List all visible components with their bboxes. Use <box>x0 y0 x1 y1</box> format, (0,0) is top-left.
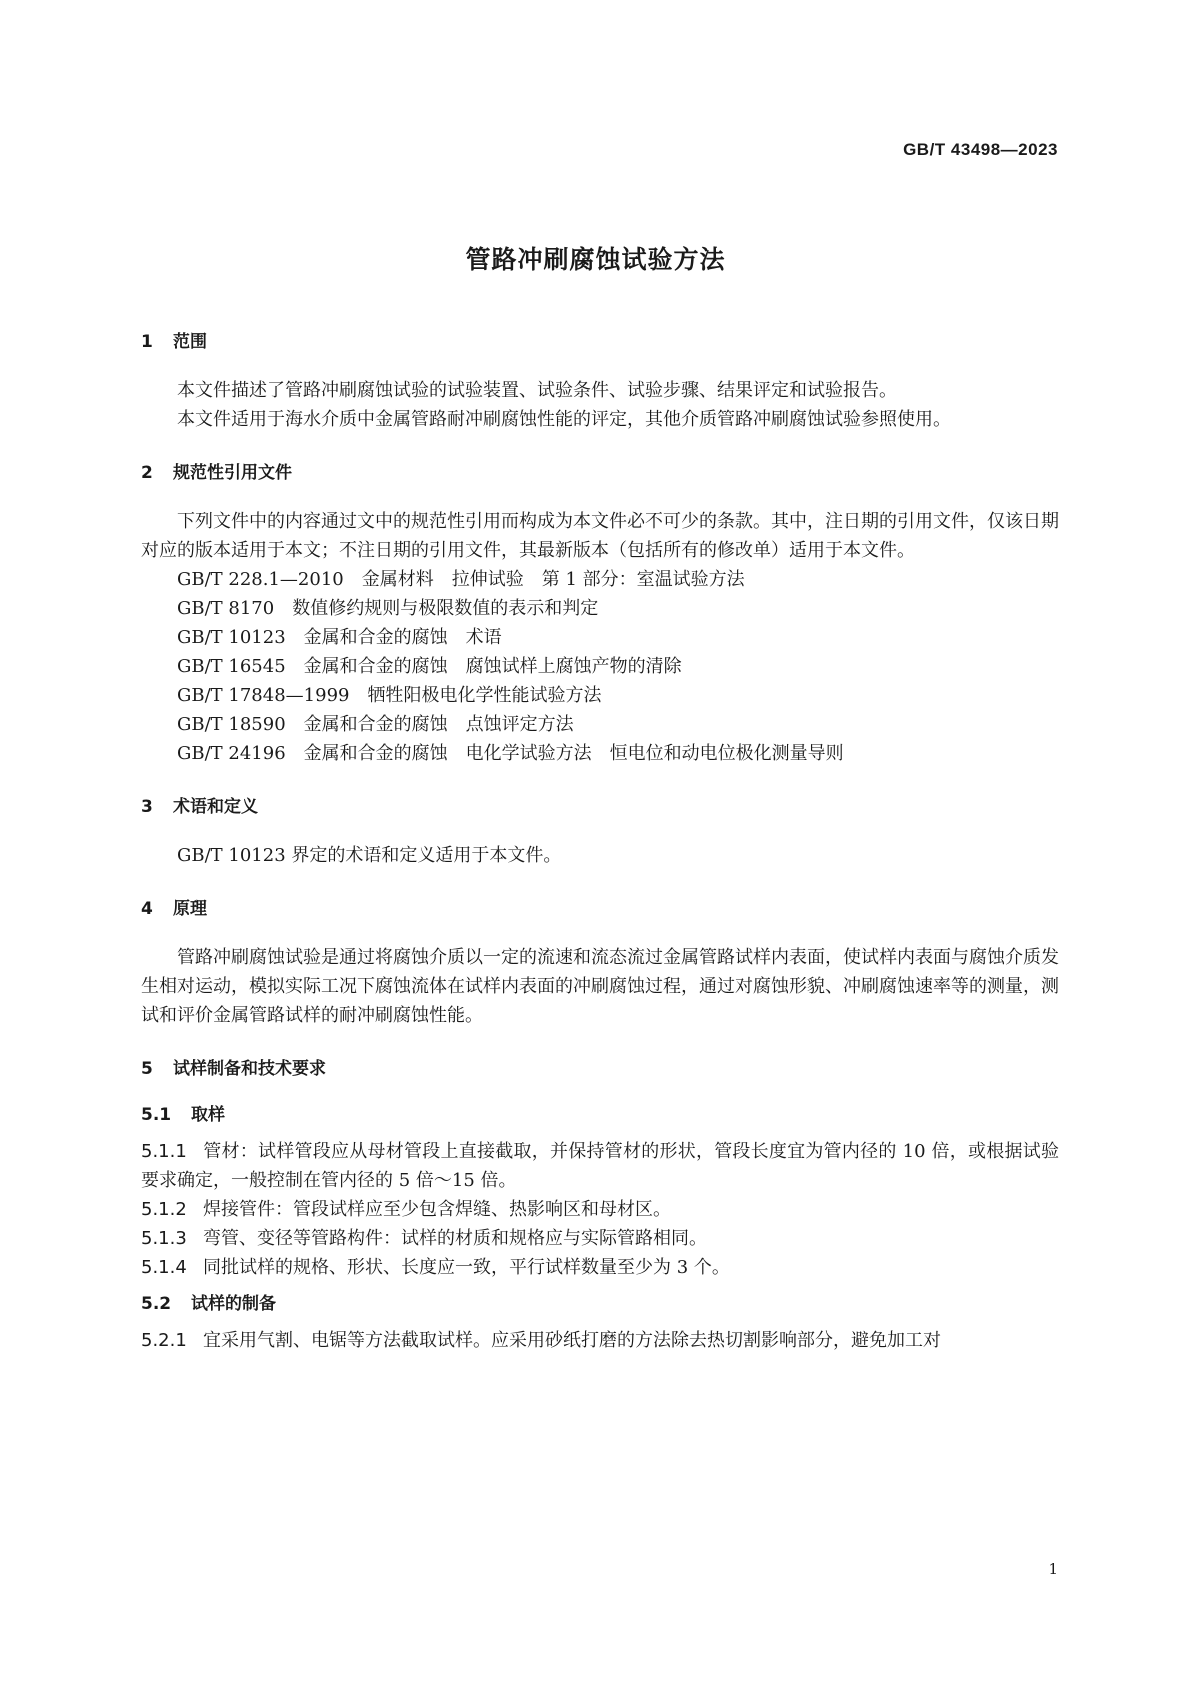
reference-item: GB/T 16545 金属和合金的腐蚀 腐蚀试样上腐蚀产物的清除 <box>177 656 682 677</box>
subsection-number: 5.1 <box>141 1105 172 1125</box>
standard-code: GB/T 43498—2023 <box>903 140 1058 159</box>
clause-item <box>141 1195 1059 1224</box>
clause-item <box>141 1253 1059 1282</box>
clause-number: 5.2.1 <box>141 1330 187 1351</box>
clause-number: 5.1.3 <box>141 1228 187 1249</box>
subsection-heading-5-2 <box>141 1292 1059 1316</box>
clause-text: 弯管、变径等管路构件：试样的材质和规格应与实际管路相同。 <box>203 1228 707 1249</box>
clause-item <box>141 1137 1059 1195</box>
section-number: 2 <box>141 463 153 483</box>
section-heading-3 <box>141 795 1059 819</box>
section-heading-5 <box>141 1057 1059 1081</box>
section-title: 范围 <box>173 332 207 352</box>
reference-item: GB/T 18590 金属和合金的腐蚀 点蚀评定方法 <box>177 714 574 735</box>
clause-text: 焊接管件：管段试样应至少包含焊缝、热影响区和母材区。 <box>203 1199 671 1220</box>
reference-item: GB/T 24196 金属和合金的腐蚀 电化学试验方法 恒电位和动电位极化测量导则 <box>177 743 844 764</box>
section-title: 试样制备和技术要求 <box>173 1059 326 1079</box>
section-heading-2 <box>141 461 1059 485</box>
clause-number: 5.1.2 <box>141 1199 187 1220</box>
section-title: 规范性引用文件 <box>173 463 292 483</box>
clause-item <box>141 1326 1059 1355</box>
clause-item <box>141 1224 1059 1253</box>
paragraph: GB/T 10123 界定的术语和定义适用于本文件。 <box>177 845 562 866</box>
section-heading-1 <box>141 330 1059 354</box>
reference-item: GB/T 17848—1999 牺牲阳极电化学性能试验方法 <box>177 685 602 706</box>
clause-number: 5.1.4 <box>141 1257 187 1278</box>
document-title: 管路冲刷腐蚀试验方法 <box>465 245 726 274</box>
section-number: 4 <box>141 899 153 919</box>
subsection-heading-5-1 <box>141 1103 1059 1127</box>
reference-item: GB/T 10123 金属和合金的腐蚀 术语 <box>177 627 502 648</box>
paragraph: 管路冲刷腐蚀试验是通过将腐蚀介质以一定的流速和流态流过金属管路试样内表面，使试样内表面与腐蚀介质发生相对运动，模拟实际工况下腐蚀流体在试样内表面的冲刷腐蚀过程，通过对腐蚀形貌、冲刷腐蚀速率等的测量，测试和评价金属管路试样的耐冲刷腐蚀性能。 <box>141 947 1059 1026</box>
paragraph: 下列文件中的内容通过文中的规范性引用而构成为本文件必不可少的条款。其中，注日期的引用文件，仅该日期对应的版本适用于本文；不注日期的引用文件，其最新版本（包括所有的修改单）适用于本文件。 <box>141 511 1059 561</box>
subsection-number: 5.2 <box>141 1294 172 1314</box>
subsection-title: 试样的制备 <box>191 1294 276 1314</box>
section-title: 原理 <box>173 899 207 919</box>
reference-item: GB/T 8170 数值修约规则与极限数值的表示和判定 <box>177 598 599 619</box>
paragraph: 本文件描述了管路冲刷腐蚀试验的试验装置、试验条件、试验步骤、结果评定和试验报告。 <box>177 380 897 401</box>
page-number: 1 <box>1048 1560 1058 1578</box>
section-number: 1 <box>141 332 153 352</box>
paragraph: 本文件适用于海水介质中金属管路耐冲刷腐蚀性能的评定，其他介质管路冲刷腐蚀试验参照使用。 <box>177 409 951 430</box>
reference-item: GB/T 228.1—2010 金属材料 拉伸试验 第 1 部分：室温试验方法 <box>177 569 745 590</box>
clause-text: 同批试样的规格、形状、长度应一致，平行试样数量至少为 3 个。 <box>203 1257 730 1278</box>
clause-number: 5.1.1 <box>141 1141 187 1162</box>
section-heading-4 <box>141 897 1059 921</box>
clause-text: 管材：试样管段应从母材管段上直接截取，并保持管材的形状，管段长度宜为管内径的 10 倍，或根据试验要求确定，一般控制在管内径的 5 倍～15 倍。 <box>141 1141 1059 1191</box>
section-number: 3 <box>141 797 153 817</box>
clause-text: 宜采用气割、电锯等方法截取试样。应采用砂纸打磨的方法除去热切割影响部分，避免加工对 <box>203 1330 941 1351</box>
section-number: 5 <box>141 1059 153 1079</box>
section-title: 术语和定义 <box>173 797 258 817</box>
subsection-title: 取样 <box>191 1105 225 1125</box>
document-body <box>141 330 1059 1355</box>
